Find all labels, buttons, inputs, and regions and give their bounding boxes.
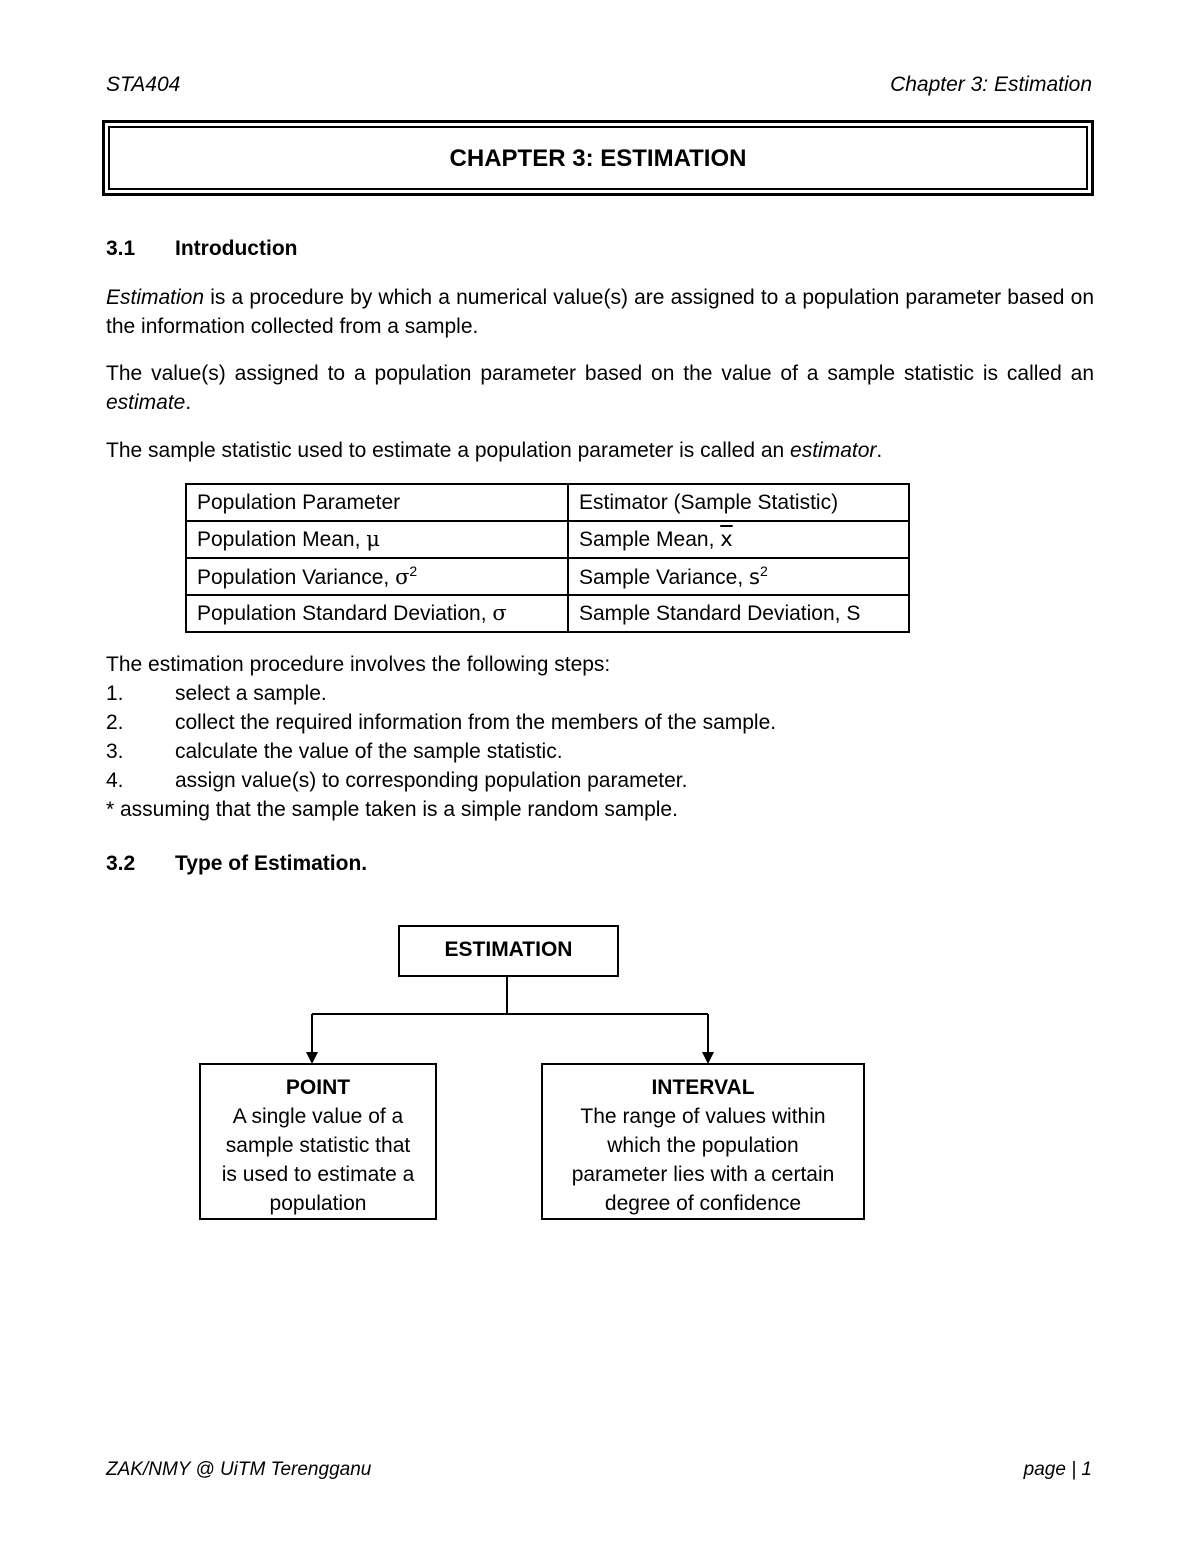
estimation-root-box: [398, 925, 619, 977]
superscript: 2: [759, 563, 768, 579]
table-header-cell: Population Parameter: [186, 484, 568, 521]
term-estimation: Estimation: [106, 286, 205, 309]
header-course-code: STA404: [106, 73, 181, 96]
p1-text: is a procedure by which a numerical value(s) are assigned to a population parameter based on the information collected from a sample.: [106, 286, 1094, 338]
step-text: assign value(s) to corresponding population parameter.: [175, 769, 688, 792]
point-estimation-box: [199, 1063, 437, 1220]
p2-text: The value(s) assigned to a population parameter based on the value of a sample statistic is called an: [106, 362, 1094, 385]
step-text: select a sample.: [175, 682, 327, 705]
term-estimate: estimate: [106, 391, 186, 414]
superscript: 2: [409, 563, 418, 579]
interval-line: parameter lies with a certain: [571, 1163, 835, 1186]
mu-symbol: μ: [366, 527, 380, 551]
interval-estimation-box: [541, 1063, 865, 1220]
p2-end: .: [185, 391, 192, 414]
point-line: sample statistic that: [225, 1134, 411, 1157]
steps-intro: The estimation procedure involves the following steps:: [106, 653, 611, 676]
interval-line: The range of values within: [580, 1105, 826, 1128]
point-line: population: [269, 1192, 367, 1215]
interval-title: INTERVAL: [651, 1076, 755, 1099]
sigma-symbol: σ: [492, 601, 507, 625]
header-chapter: Chapter 3: Estimation: [890, 73, 1092, 96]
footer-page-number: page | 1: [1023, 1459, 1092, 1480]
p3-text: The sample statistic used to estimate a population parameter is called an: [106, 439, 791, 462]
cell-text: Population Mean,: [197, 528, 367, 551]
step-number: 1.: [106, 682, 124, 705]
step-text: collect the required information from the members of the sample.: [175, 711, 777, 734]
point-line: is used to estimate a: [221, 1163, 415, 1186]
point-title: POINT: [285, 1076, 351, 1099]
section-2-title: Type of Estimation.: [175, 852, 368, 875]
sigma-symbol: σ: [395, 565, 410, 589]
section-1-title: Introduction: [175, 237, 298, 260]
section-2-number: 3.2: [106, 852, 136, 875]
s-symbol: s: [749, 565, 760, 589]
table-cell: Sample Standard Deviation, S: [568, 595, 909, 632]
cell-text: Population Standard Deviation,: [197, 602, 493, 625]
section-1-number: 3.1: [106, 237, 136, 260]
step-number: 2.: [106, 711, 124, 734]
footer-authors: ZAK/NMY @ UiTM Terengganu: [106, 1459, 372, 1480]
steps-note: * assuming that the sample taken is a simple random sample.: [106, 798, 678, 821]
x-bar-symbol: $\overline{x}$: [720, 527, 733, 551]
p3-end: .: [876, 439, 883, 462]
interval-line: which the population: [607, 1134, 799, 1157]
interval-line: degree of confidence: [604, 1192, 802, 1215]
step-text: calculate the value of the sample statistic.: [175, 740, 563, 763]
table-header-cell: Estimator (Sample Statistic): [568, 484, 909, 521]
cell-text: Sample Mean,: [579, 528, 721, 551]
step-number: 3.: [106, 740, 124, 763]
step-number: 4.: [106, 769, 124, 792]
term-estimator: estimator: [790, 439, 877, 462]
root-label: ESTIMATION: [444, 938, 573, 961]
cell-text: Population Variance,: [197, 566, 396, 589]
point-line: A single value of a: [232, 1105, 404, 1128]
chapter-title: CHAPTER 3: ESTIMATION: [449, 145, 747, 172]
cell-text: Sample Variance,: [579, 566, 750, 589]
